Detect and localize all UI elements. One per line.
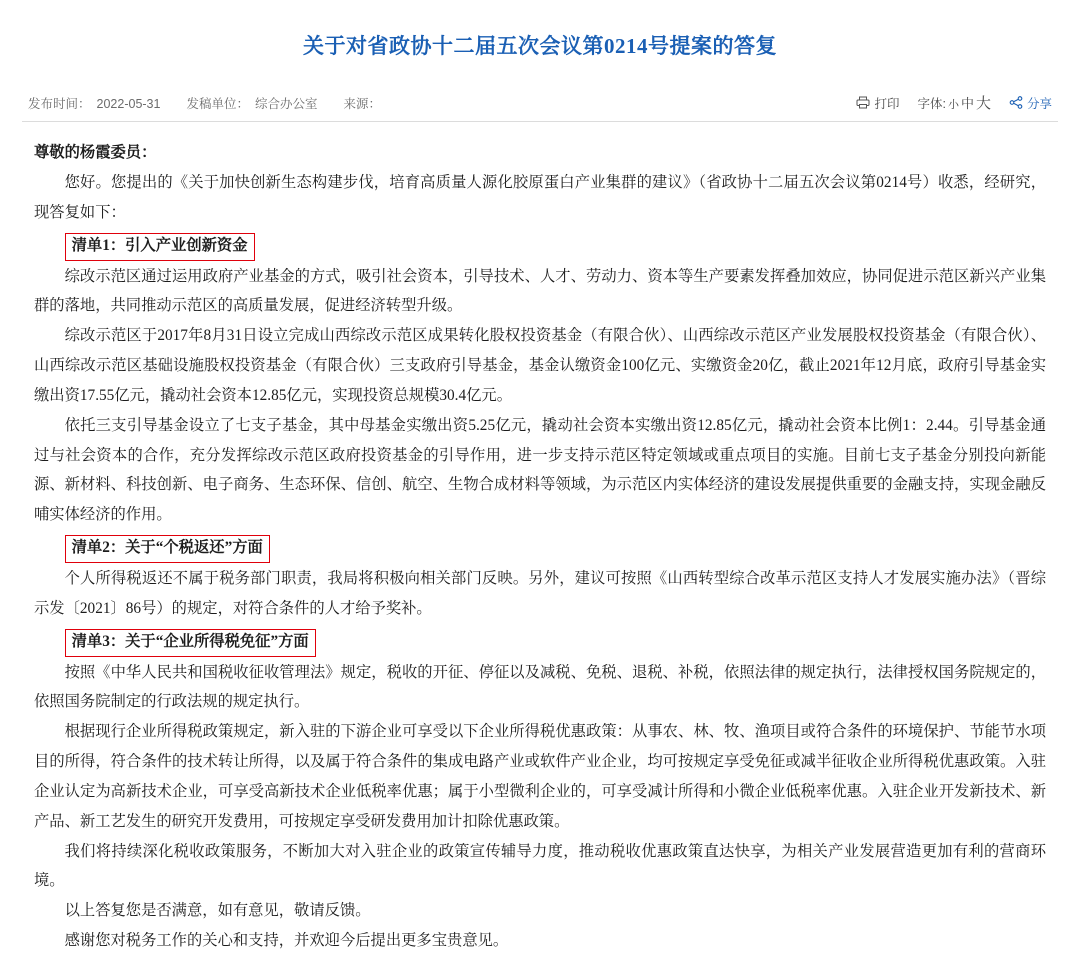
section-3-paragraph-2: 根据现行企业所得税政策规定，新入驻的下游企业可享受以下企业所得税优惠政策：从事农、林、牧、渔项目或符合条件的环境保护、节能节水项目的所得，符合条件的技术转让所得，以及属于符合条件的集成电路产业或软件产业企业，均可按规定享受免征或减半征收企业所得税优惠政策。入驻企业认定为高新技术企业，可享受高新技术企业低税率优惠；属于小型微利企业的，可享受减计所得和小微企业低税率优惠。入驻企业开发新技术、新产品、新工艺发生的研究开发费用，可按规定享受研发费用加计扣除优惠政策。 (34, 723, 1046, 830)
author-unit (186, 94, 317, 112)
section-2-paragraph-1: 个人所得税返还不属于税务部门职责，我局将积极向相关部门反映。另外，建议可按照《山西转型综合改革示范区支持人才发展实施办法》（晋综示发〔2021〕86号）的规定，对符合条件的人才给予奖补。 (34, 569, 1046, 617)
publish-time-label: 发布时间： (28, 96, 91, 111)
source-label: 来源： (343, 96, 382, 111)
meta-bar (0, 86, 1080, 121)
meta-tools-group (856, 92, 1052, 113)
document-body (0, 122, 1080, 978)
print-label: 打印 (874, 96, 900, 111)
section-3-heading-wrap (65, 627, 1046, 657)
section-1-paragraph-1: 综改示范区通过运用政府产业基金的方式，吸引社会资本，引导技术、人才、劳动力、资本等生产要素发挥叠加效应，协同促进示范区新兴产业集群的落地，共同推动示范区的高质量发展，促进经济转型升级。 (34, 267, 1046, 315)
publish-time (28, 94, 160, 112)
printer-icon (856, 96, 870, 109)
page-title: 关于对省政协十二届五次会议第0214号提案的答复 (303, 34, 777, 59)
publish-time-value: 2022-05-31 (96, 96, 161, 111)
author-unit-value: 综合办公室 (254, 96, 318, 111)
source (344, 94, 388, 112)
meta-left-group (28, 94, 387, 112)
share-button[interactable] (1009, 94, 1052, 112)
font-size-control[interactable] (917, 92, 991, 113)
closing-paragraph-2: 感谢您对税务工作的关心和支持，并欢迎今后提出更多宝贵意见。 (64, 931, 509, 949)
salutation: 尊敬的杨霞委员： (34, 144, 157, 162)
section-2-heading: 清单2：关于“个税返还”方面 (65, 535, 270, 563)
font-size-large[interactable]: 大 (975, 95, 991, 113)
section-2-heading-wrap (65, 533, 1046, 563)
section-1-heading: 清单1：引入产业创新资金 (65, 233, 255, 261)
intro-paragraph: 您好。您提出的《关于加快创新生态构建步伐，培育高质量人源化胶原蛋白产业集群的建议》（省政协十二届五次会议第0214号）收悉，经研究，现答复如下： (34, 173, 1046, 221)
font-size-medium[interactable]: 中 (960, 96, 974, 112)
section-1-paragraph-3: 依托三支引导基金设立了七支子基金，其中母基金实缴出资5.25亿元，撬动社会资本实缴出资12.85亿元，撬动社会资本比例1：2.44。引导基金通过与社会资本的合作，充分发挥综改示范区政府投资基金的引导作用，进一步支持示范区特定领域或重点项目的实施。目前七支子基金分别投向新能源、新材料、科技创新、电子商务、生态环保、信创、航空、生物合成材料等领域，为示范区内实体经济的建设发展提供重要的金融支持，实现金融反哺实体经济的作用。 (34, 416, 1046, 524)
section-3-paragraph-1: 按照《中华人民共和国税收征收管理法》规定，税收的开征、停征以及减税、免税、退税、补税，依照法律的规定执行，法律授权国务院规定的，依照国务院制定的行政法规的规定执行。 (34, 663, 1046, 711)
share-label: 分享 (1026, 96, 1052, 111)
section-1-paragraph-2: 综改示范区于2017年8月31日设立完成山西综改示范区成果转化股权投资基金（有限合伙）、山西综改示范区产业发展股权投资基金（有限合伙）、山西综改示范区基础设施股权投资基金（有限合伙）三支政府引导基金，基金认缴资金100亿元、实缴资金20亿，截止2021年12月底，政府引导基金实缴出资17.55亿元，撬动社会资本12.85亿元，实现投资总规模30.4亿元。 (34, 327, 1046, 404)
author-unit-label: 发稿单位： (186, 96, 249, 111)
section-3-heading: 清单3：关于“企业所得税免征”方面 (65, 629, 316, 657)
share-icon (1009, 96, 1023, 109)
document-page (0, 14, 1080, 978)
section-1-heading-wrap (65, 231, 1046, 261)
print-button[interactable] (856, 94, 899, 112)
section-3-paragraph-3: 我们将持续深化税收政策服务，不断加大对入驻企业的政策宣传辅导力度，推动税收优惠政策直达快享，为相关产业发展营造更加有利的营商环境。 (34, 842, 1046, 890)
font-size-small[interactable]: 小 (947, 99, 959, 112)
closing-paragraph-1: 以上答复您是否满意，如有意见，敬请反馈。 (64, 902, 371, 920)
font-size-label: 字体: (917, 97, 946, 112)
